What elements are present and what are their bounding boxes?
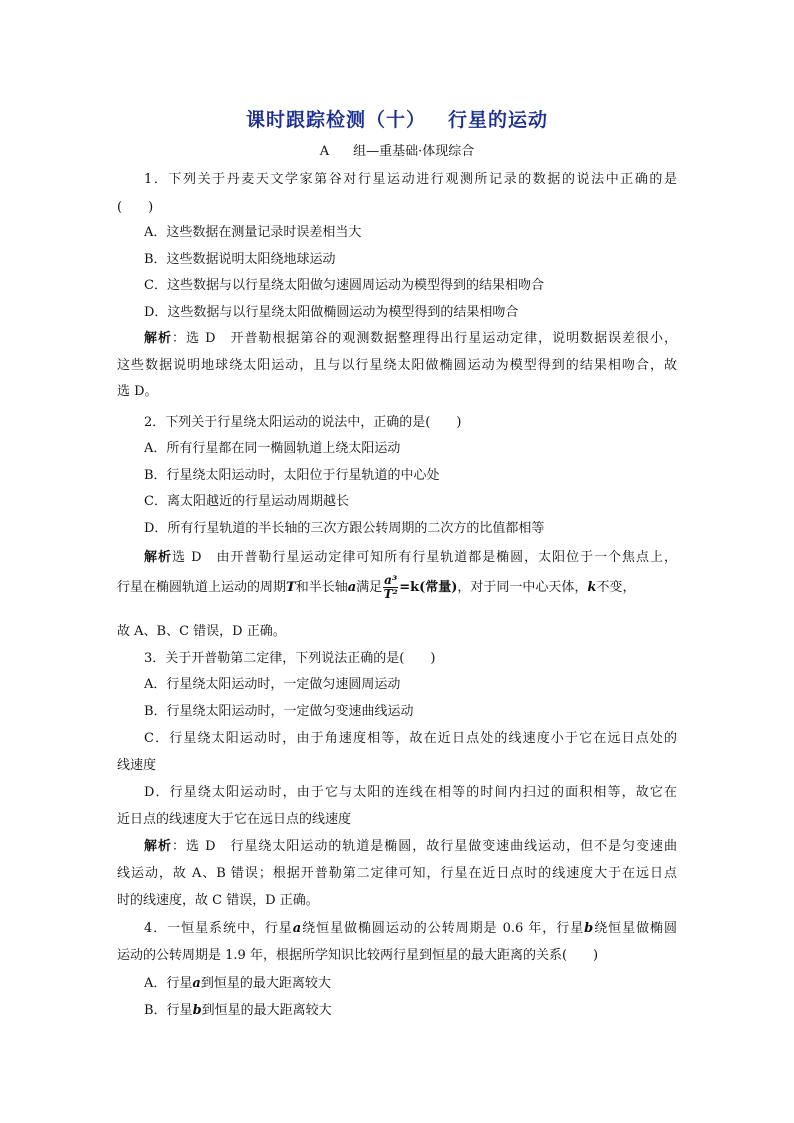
q2-analysis-text2b: 和半长轴 <box>295 580 348 595</box>
q3-analysis-line1 <box>144 835 677 854</box>
q3-option-d-line1: D．行星绕太阳运动时，由于它与太阳的连线在相等的时间内扫过的面积相等，故它在 <box>144 785 677 800</box>
q2-analysis-line1 <box>144 546 677 565</box>
title-topic: 行星的运动 <box>448 109 549 131</box>
q1-analysis-label: 解析 <box>144 331 172 346</box>
q3-analysis-label: 解析 <box>144 839 172 854</box>
q3-analysis-line2: 线运动，故 A、B 错误；根据开普勒第二定律可知，行星在近日点时的线速度大于在远日点 <box>117 866 677 881</box>
q4-stem-line1 <box>144 917 677 936</box>
q1-stem-line1: 1．下列关于丹麦天文学家第谷对行星运动进行观测所记录的数据的说法中正确的是 <box>144 172 677 187</box>
q1-stem-line2: ( ) <box>117 200 154 215</box>
q2-analysis-text2d: ，对于同一中心天体， <box>457 580 588 595</box>
q2-analysis-text2c: 满足 <box>356 580 383 595</box>
q2-option-a: A．所有行星都在同一椭圆轨道上绕太阳运动 <box>144 441 401 456</box>
q4-var-b: b <box>584 921 594 936</box>
q3-option-c-line2: 线速度 <box>117 758 157 773</box>
q4-stem-text-c: 绕恒星做椭圆 <box>593 921 677 936</box>
subtitle-text: 组—重基础·体现综合 <box>353 144 475 159</box>
q2-analysis-line2 <box>117 574 677 601</box>
q2-analysis-label: 解析 <box>144 550 172 565</box>
q2-var-a: a <box>347 580 357 595</box>
q4-option-a-text2: 到恒星的最大距离较大 <box>200 976 331 991</box>
q4-stem-text-b: 绕恒星做椭圆运动的公转周期是 0.6 年，行星 <box>301 921 585 936</box>
q3-option-b: B．行星绕太阳运动时，一定做匀变速曲线运动 <box>144 704 414 719</box>
q4-option-a-var: a <box>192 976 201 991</box>
q3-option-d-line2: 近日点的线速度大于它在远日点的线速度 <box>117 812 352 827</box>
q3-stem: 3．关于开普勒第二定律，下列说法正确的是( ) <box>144 651 436 666</box>
q4-option-b <box>144 999 677 1018</box>
q2-analysis-line3: 故 A、B、C 错误，D 正确。 <box>117 624 286 639</box>
q2-option-b: B．行星绕太阳运动时，太阳位于行星轨道的中心处 <box>144 468 440 483</box>
formula-tail: =k(常量) <box>399 580 458 595</box>
q4-option-b-text2: 到恒星的最大距离较大 <box>201 1003 332 1018</box>
q2-var-k: k <box>587 580 597 595</box>
q4-option-b-text1: B．行星 <box>144 1003 193 1018</box>
q3-analysis-text1: ：选 D 行星绕太阳运动的轨道是椭圆，故行星做变速曲线运动，但不是匀变速曲 <box>171 839 677 854</box>
q2-analysis-text1: 选 D 由开普勒行星运动定律可知所有行星轨道都是椭圆，太阳位于一个焦点上， <box>171 550 677 565</box>
q4-var-a: a <box>292 921 302 936</box>
q1-analysis-line3: 选 D。 <box>117 384 158 399</box>
q2-option-d: D．所有行星轨道的半长轴的三次方跟公转周期的二次方的比值都相等 <box>144 521 545 536</box>
q2-option-c: C．离太阳越近的行星运动周期越长 <box>144 494 349 509</box>
q1-option-c: C．这些数据与以行星绕太阳做匀速圆周运动为模型得到的结果相吻合 <box>144 278 544 293</box>
q1-option-d: D．这些数据与以行星绕太阳做椭圆运动为模型得到的结果相吻合 <box>144 305 519 320</box>
fraction-numerator: a³ <box>384 573 398 587</box>
kepler-fraction <box>383 574 398 601</box>
q4-stem-line2: 运动的公转周期是 1.9 年，根据所学知识比较两行星到恒星的最大距离的关系( ) <box>117 948 599 963</box>
q2-analysis-text2e: 不变， <box>596 580 636 595</box>
q2-analysis-text2a: 行星在椭圆轨道上运动的周期 <box>117 580 287 595</box>
q4-option-a <box>144 972 677 991</box>
subtitle-group: A <box>319 144 330 159</box>
q1-analysis-line1 <box>144 327 677 346</box>
title-main: 课时跟踪检测（十） <box>245 109 426 131</box>
q3-option-c-line1: C．行星绕太阳运动时，由于角速度相等，故在近日点处的线速度小于它在远日点处的 <box>144 731 677 746</box>
q2-var-t: T <box>286 580 296 595</box>
page-title <box>0 105 794 132</box>
q1-analysis-line2: 这些数据说明地球绕太阳运动，且与以行星绕太阳做椭圆运动为模型得到的结果相吻合，故 <box>117 358 677 373</box>
q1-option-a: A．这些数据在测量记录时误差相当大 <box>144 225 362 240</box>
q3-option-a: A．行星绕太阳运动时，一定做匀速圆周运动 <box>144 677 401 692</box>
q2-stem: 2．下列关于行星绕太阳运动的说法中，正确的是( ) <box>144 415 462 430</box>
q3-analysis-line3: 时的线速度，故 C 错误，D 正确。 <box>117 893 319 908</box>
q4-option-b-var: b <box>192 1003 202 1018</box>
q4-stem-text-a: 4．一恒星系统中，行星 <box>144 921 293 936</box>
fraction-denominator: T² <box>383 587 398 601</box>
section-subtitle <box>0 140 794 159</box>
q1-option-b: B．这些数据说明太阳绕地球运动 <box>144 252 336 267</box>
q1-analysis-text1: ：选 D 开普勒根据第谷的观测数据整理得出行星运动定律，说明数据误差很小， <box>171 331 677 346</box>
q4-option-a-text1: A．行星 <box>144 976 193 991</box>
